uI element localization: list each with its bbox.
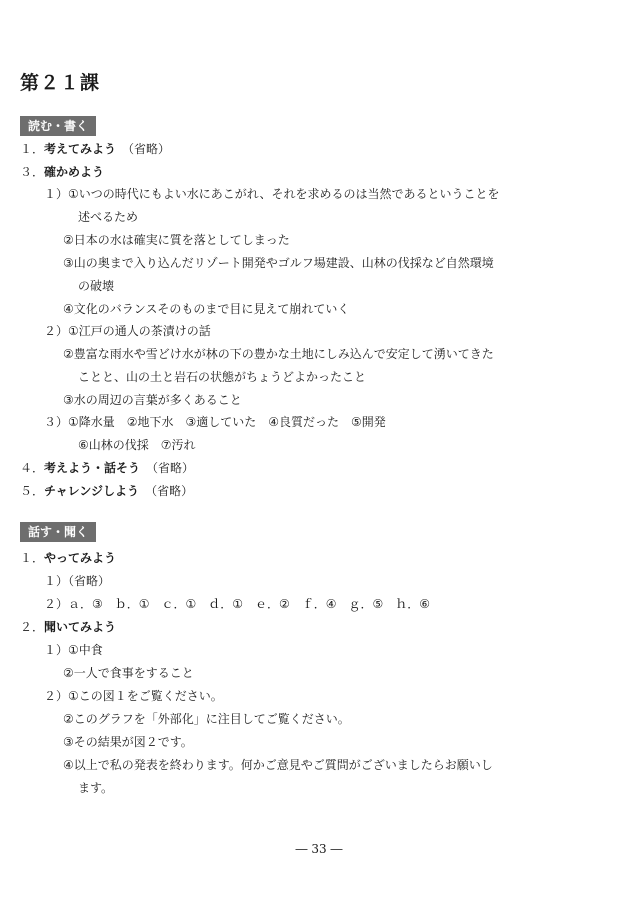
page-number: ― 33 ― — [295, 842, 343, 856]
answer-line: ④文化のバランスそのものまで目に見えて崩れていく — [63, 302, 350, 316]
answer-line: ③山の奥まで入り込んだリゾート開発やゴルフ場建設、山林の伐採など自然環境 — [63, 256, 494, 270]
question-heading: 確かめよう — [44, 165, 105, 179]
question-number: ２． — [20, 620, 45, 634]
question-heading: やってみよう — [44, 551, 117, 565]
question-number: １． — [20, 142, 45, 156]
answer-line: １）①中食 — [44, 643, 103, 657]
answer-line: ます。 — [78, 781, 114, 795]
question-number: ３． — [20, 165, 45, 179]
answer-line: ２）①この図１をご覧ください。 — [44, 689, 223, 703]
answer-line: １）①いつの時代にもよい水にあこがれ、それを求めるのは当然であるということを — [44, 187, 500, 201]
question-3 — [20, 164, 104, 180]
question-1-speaking — [20, 550, 116, 566]
answer-line: ②日本の水は確実に質を落としてしまった — [63, 233, 290, 247]
answer-line: ③水の周辺の言葉が多くあること — [63, 393, 242, 407]
answer-line: ３）①降水量 ②地下水 ③適していた ④良質だった ⑤開発 — [44, 415, 386, 429]
question-4 — [20, 460, 194, 476]
section-label-speaking: 話す・聞く — [20, 522, 96, 542]
answer-line: ２）①江戸の通人の茶漬けの話 — [44, 324, 211, 338]
question-heading: 聞いてみよう — [44, 620, 117, 634]
answer-line: ことと、山の土と岩石の状態がちょうどよかったこと — [78, 370, 367, 384]
answer-line: ②このグラフを「外部化」に注目してご覧ください。 — [63, 712, 350, 726]
question-note: （省略） — [151, 484, 194, 498]
question-number: １． — [20, 551, 45, 565]
answer-line: ②豊富な雨水や雪どけ水が林の下の豊かな土地にしみ込んで安定して湧いてきた — [63, 347, 494, 361]
section-label-reading: 読む・書く — [20, 116, 96, 136]
question-number: ４． — [20, 461, 45, 475]
question-1 — [20, 141, 170, 157]
question-2-speaking — [20, 619, 116, 635]
answer-line: ③その結果が図２です。 — [63, 735, 193, 749]
answer-line: 述べるため — [78, 210, 139, 224]
answer-line: ④以上で私の発表を終わります。何かご意見やご質問がございましたらお願いし — [63, 758, 493, 772]
page-title: 第２１課 — [20, 72, 101, 94]
answer-line: の破壊 — [78, 279, 115, 293]
answer-line: ２）ａ．③ ｂ．① ｃ．① ｄ．① ｅ．② ｆ．④ ｇ．⑤ ｈ．⑥ — [44, 597, 431, 611]
question-note: （省略） — [128, 142, 171, 156]
question-heading: 考えてみよう — [44, 142, 117, 156]
answer-line: ②一人で食事をすること — [63, 666, 194, 680]
question-5 — [20, 483, 193, 499]
question-note: （省略） — [152, 461, 195, 475]
question-heading: 考えよう・話そう — [44, 461, 141, 475]
answer-line: ⑥山林の伐採 ⑦汚れ — [78, 438, 196, 452]
answer-line: １）（省略） — [44, 574, 111, 588]
question-number: ５． — [20, 484, 45, 498]
question-heading: チャレンジしよう — [44, 484, 140, 498]
